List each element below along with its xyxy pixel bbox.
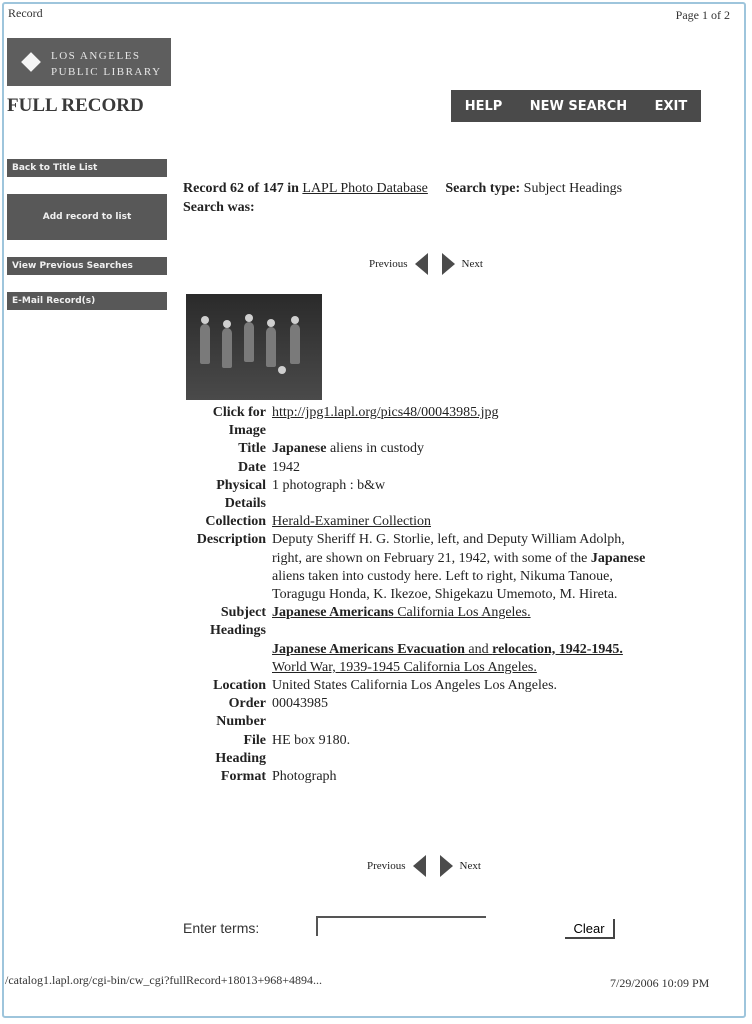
image-label: Image <box>228 423 266 439</box>
help-button[interactable]: HELP <box>464 98 503 114</box>
clear-button[interactable]: Clear <box>565 919 615 939</box>
search-terms-input[interactable] <box>316 916 486 936</box>
next-link[interactable]: Next <box>461 258 483 270</box>
order-value: 00043985 <box>272 696 328 712</box>
file-value: HE box 9180. <box>272 732 351 748</box>
collection-label: Collection <box>205 514 266 530</box>
image-url-link[interactable]: http://jpg1.lapl.org/pics48/00043985.jpg <box>272 405 499 420</box>
view-previous-searches-button[interactable]: View Previous Searches <box>7 257 167 275</box>
physical-value: 1 photograph : b&w <box>272 477 386 493</box>
exit-button[interactable]: EXIT <box>654 98 688 114</box>
collection-link[interactable]: Herald-Examiner Collection <box>272 514 431 530</box>
record-details <box>183 404 702 786</box>
enter-terms-label: Enter terms: <box>183 920 260 936</box>
pager-top <box>369 253 483 275</box>
diamond-icon <box>21 52 41 72</box>
title-label: Title <box>238 441 266 457</box>
previous-arrow-icon-bottom[interactable] <box>413 855 426 877</box>
next-arrow-icon-bottom[interactable] <box>440 855 453 877</box>
photo-thumbnail[interactable] <box>186 294 322 400</box>
next-arrow-icon[interactable] <box>442 253 455 275</box>
number-label: Number <box>216 714 266 730</box>
order-label: Order <box>228 696 266 712</box>
back-to-title-list-button[interactable]: Back to Title List <box>7 159 167 177</box>
previous-arrow-icon[interactable] <box>415 253 428 275</box>
logo-line-2: PUBLIC LIBRARY <box>51 66 162 78</box>
search-was-label: Search was: <box>183 200 255 215</box>
next-link-bottom[interactable]: Next <box>459 860 481 872</box>
add-record-to-list-button[interactable]: Add record to list <box>7 194 167 240</box>
print-page-number: Page 1 of 2 <box>675 8 730 22</box>
description-label: Description <box>196 532 266 548</box>
page-title: FULL RECORD <box>7 95 144 116</box>
location-value: United States California Los Angeles Los Angeles. <box>272 678 558 694</box>
click-for-label: Click for <box>212 405 266 420</box>
format-value: Photograph <box>272 769 337 785</box>
subject-heading-link-2[interactable]: Japanese Americans Evacuation and relocation, 1942-1945. World War, 1939-1945 California Los Angeles. <box>272 641 623 675</box>
location-label: Location <box>213 678 266 694</box>
record-position: Record 62 of 147 in <box>183 181 299 196</box>
date-label: Date <box>238 459 266 475</box>
previous-link[interactable]: Previous <box>369 258 408 270</box>
database-link[interactable]: LAPL Photo Database <box>302 181 428 196</box>
subject-heading-link-1[interactable]: Japanese Americans California Los Angeles. <box>272 605 531 621</box>
new-search-button[interactable]: NEW SEARCH <box>529 98 628 114</box>
format-label: Format <box>220 769 266 785</box>
print-footer-datetime: 7/29/2006 10:09 PM <box>610 976 710 990</box>
description-value: Deputy Sheriff H. G. Storlie, left, and Deputy William Adolph, right, are shown on February 21, 1942, with some of the Japanese aliens taken into custody here. Left to right, Nikuma Tanoue, Toragugu Honda, K. Ikezoe, Shigekazu Umemoto, M. Hireta. <box>272 532 646 603</box>
date-value: 1942 <box>272 459 300 475</box>
headings-label: Headings <box>209 623 266 639</box>
print-footer-url: /catalog1.lapl.org/cgi-bin/cw_cgi?fullRecord+18013+968+4894... <box>5 973 323 987</box>
record-info <box>183 181 622 197</box>
library-logo[interactable] <box>7 38 171 86</box>
file-label: File <box>243 732 266 748</box>
subject-label: Subject <box>220 605 266 621</box>
email-records-button[interactable]: E-Mail Record(s) <box>7 292 167 310</box>
search-type-value: Subject Headings <box>523 181 623 196</box>
search-type-label: Search type: <box>445 181 521 196</box>
title-value: aliens in custody <box>326 441 425 457</box>
details-label: Details <box>224 496 266 512</box>
logo-line-1: LOS ANGELES <box>51 50 141 62</box>
pager-bottom <box>367 855 481 877</box>
heading-label: Heading <box>215 750 266 766</box>
previous-link-bottom[interactable]: Previous <box>367 860 406 872</box>
title-keyword: Japanese <box>272 441 327 457</box>
print-header-title: Record <box>8 6 43 20</box>
top-nav-bar <box>451 90 701 122</box>
physical-label: Physical <box>216 477 266 493</box>
